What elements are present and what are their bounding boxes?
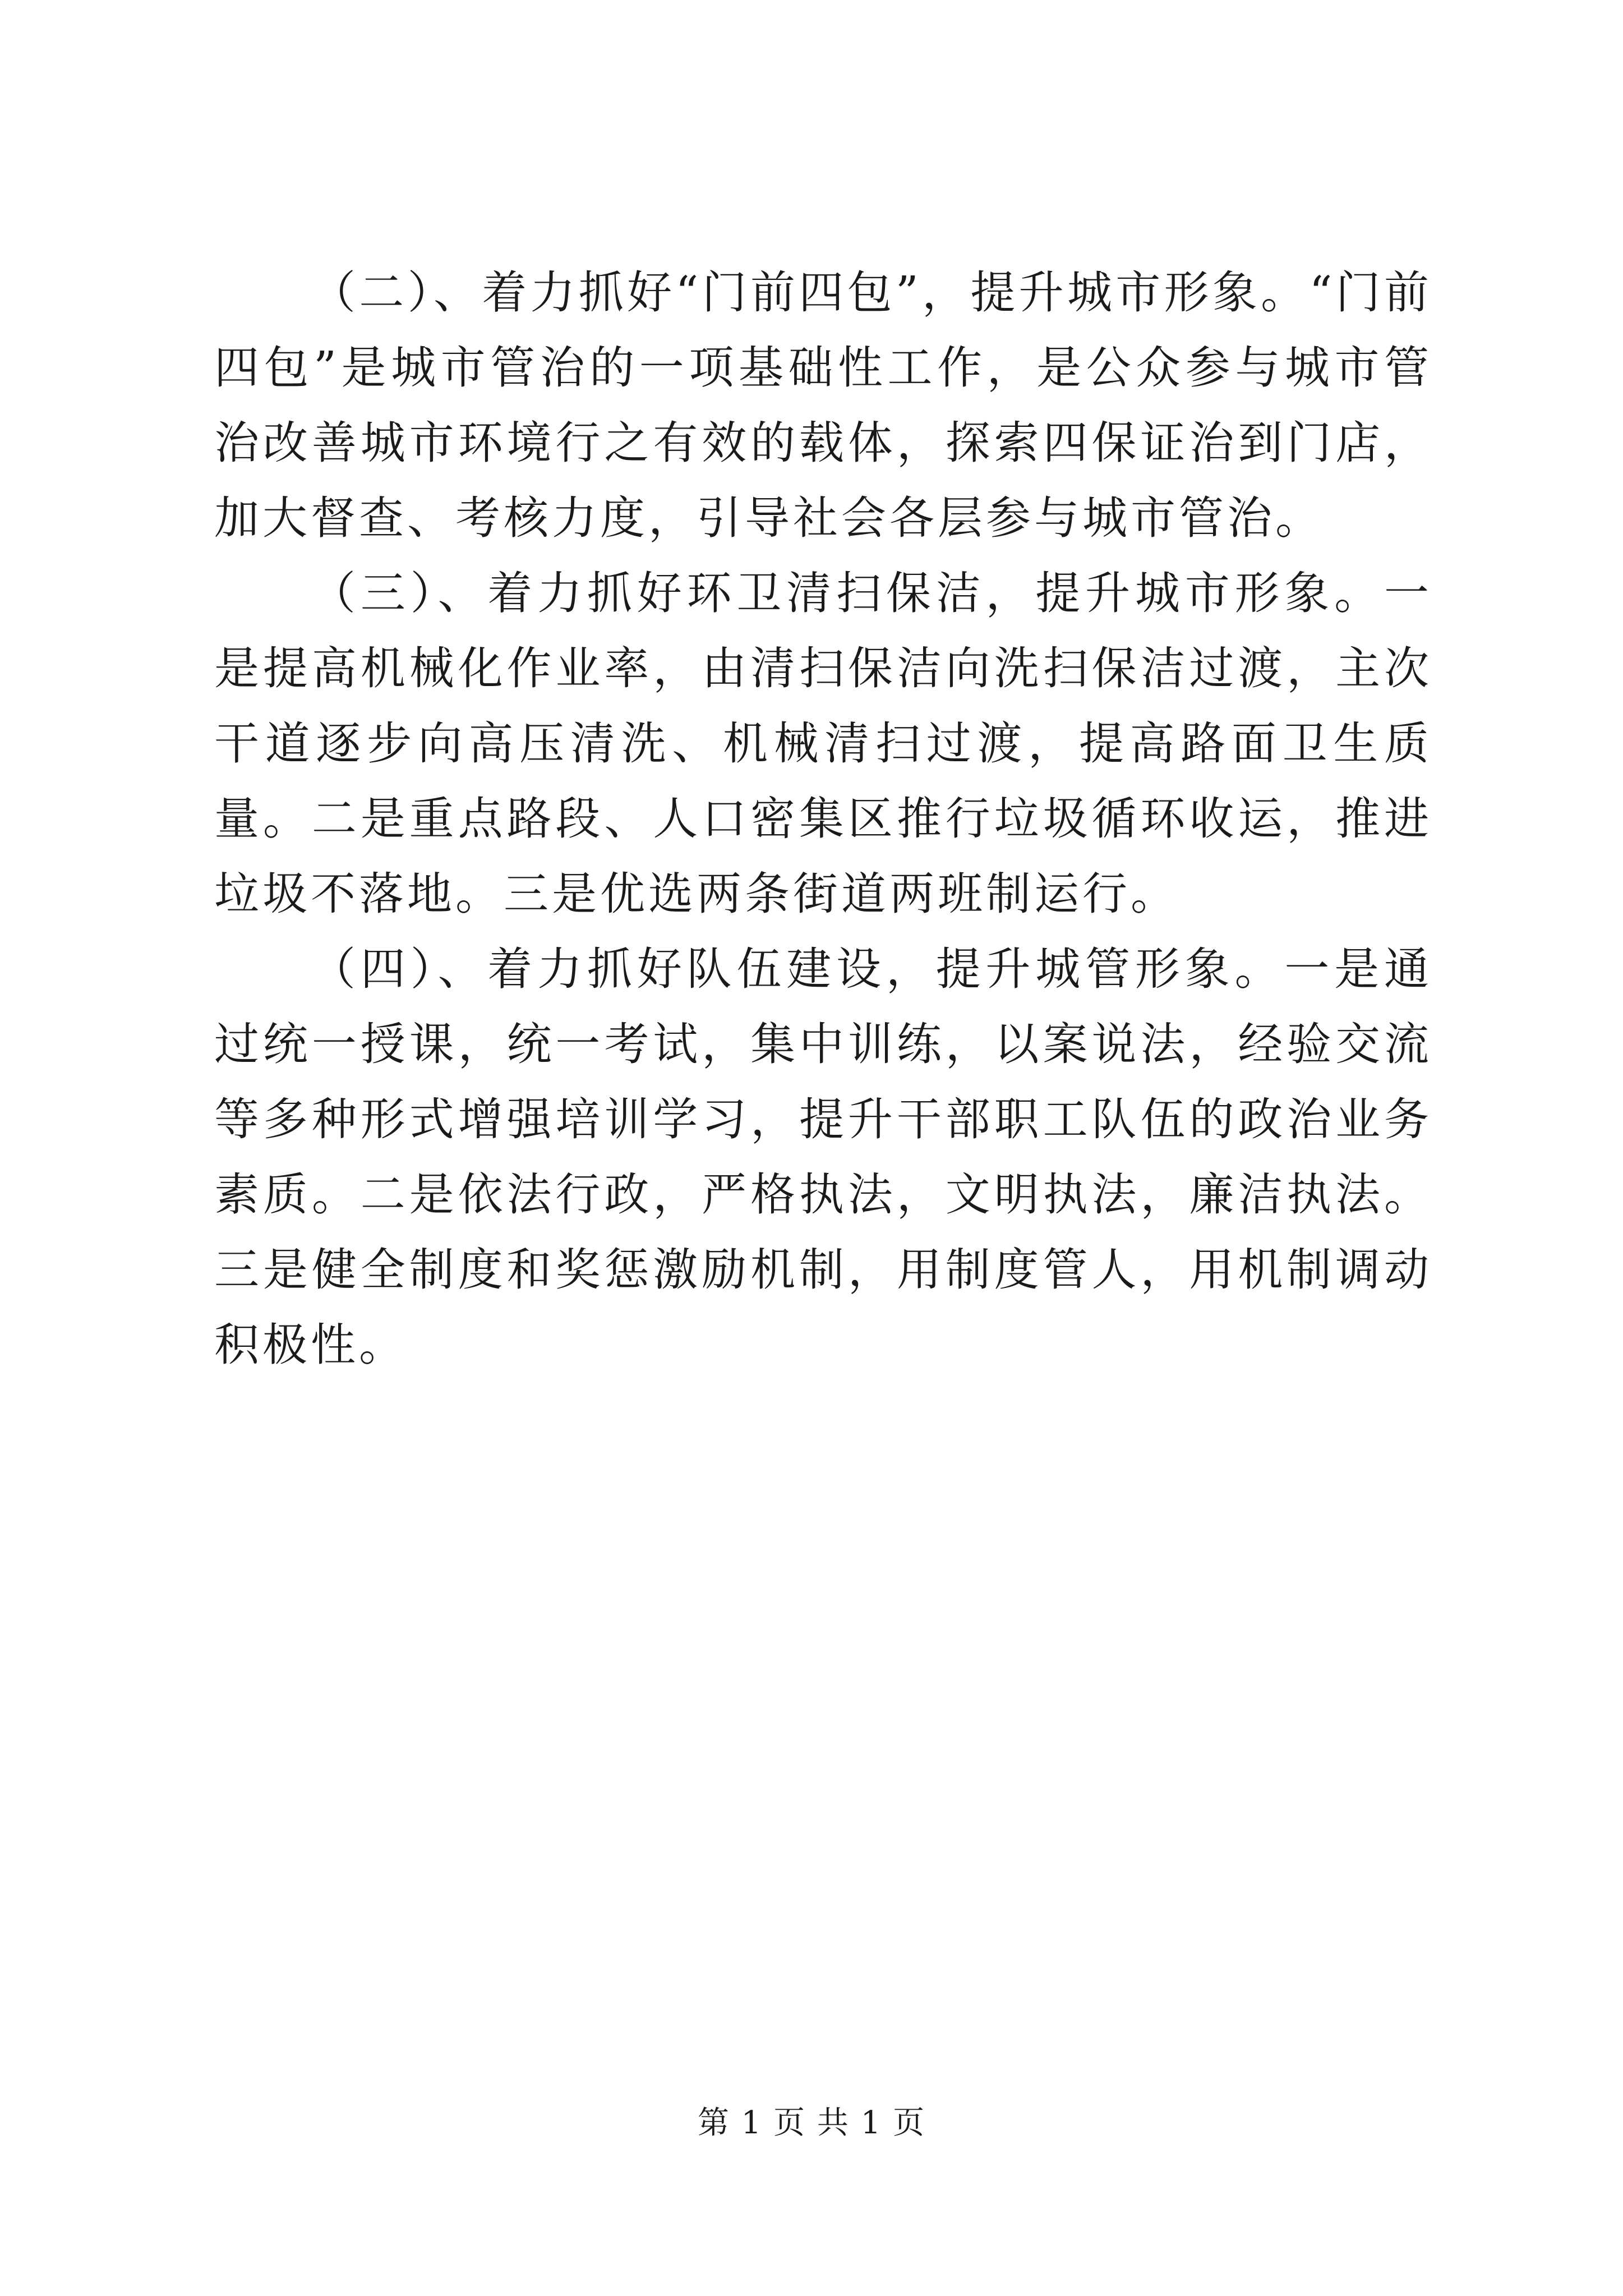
paragraph-section-3: （三）、着力抓好环卫清扫保洁，提升城市形象。一是提高机械化作业率，由清扫保洁向洗扫保洁过渡，主次干道逐步向高压清洗、机械清扫过渡，提高路面卫生质量。二是重点路段、人口密集区推行垃圾循环收运，推进垃圾不落地。三是优选两条街道两班制运行。 xyxy=(214,567,1432,920)
page-number-footer: 第 1 页 共 1 页 xyxy=(697,2105,926,2141)
paragraph-section-2: （二）、着力抓好“门前四包”，提升城市形象。“门前四包”是城市管治的一项基础性工作，是公众参与城市管治改善城市环境行之有效的载体，探索四保证治到门店，加大督查、考核力度，引导社会各层参与城市管治。 xyxy=(214,266,1432,544)
paragraph-section-4: （四）、着力抓好队伍建设，提升城管形象。一是通过统一授课，统一考试，集中训练，以案说法，经验交流等多种形式增强培训学习，提升干部职工队伍的政治业务素质。二是依法行政，严格执法，文明执法，廉洁执法。三是健全制度和奖惩激励机制，用制度管人，用机制调动积极性。 xyxy=(214,943,1432,1371)
document-body xyxy=(214,255,1432,1383)
